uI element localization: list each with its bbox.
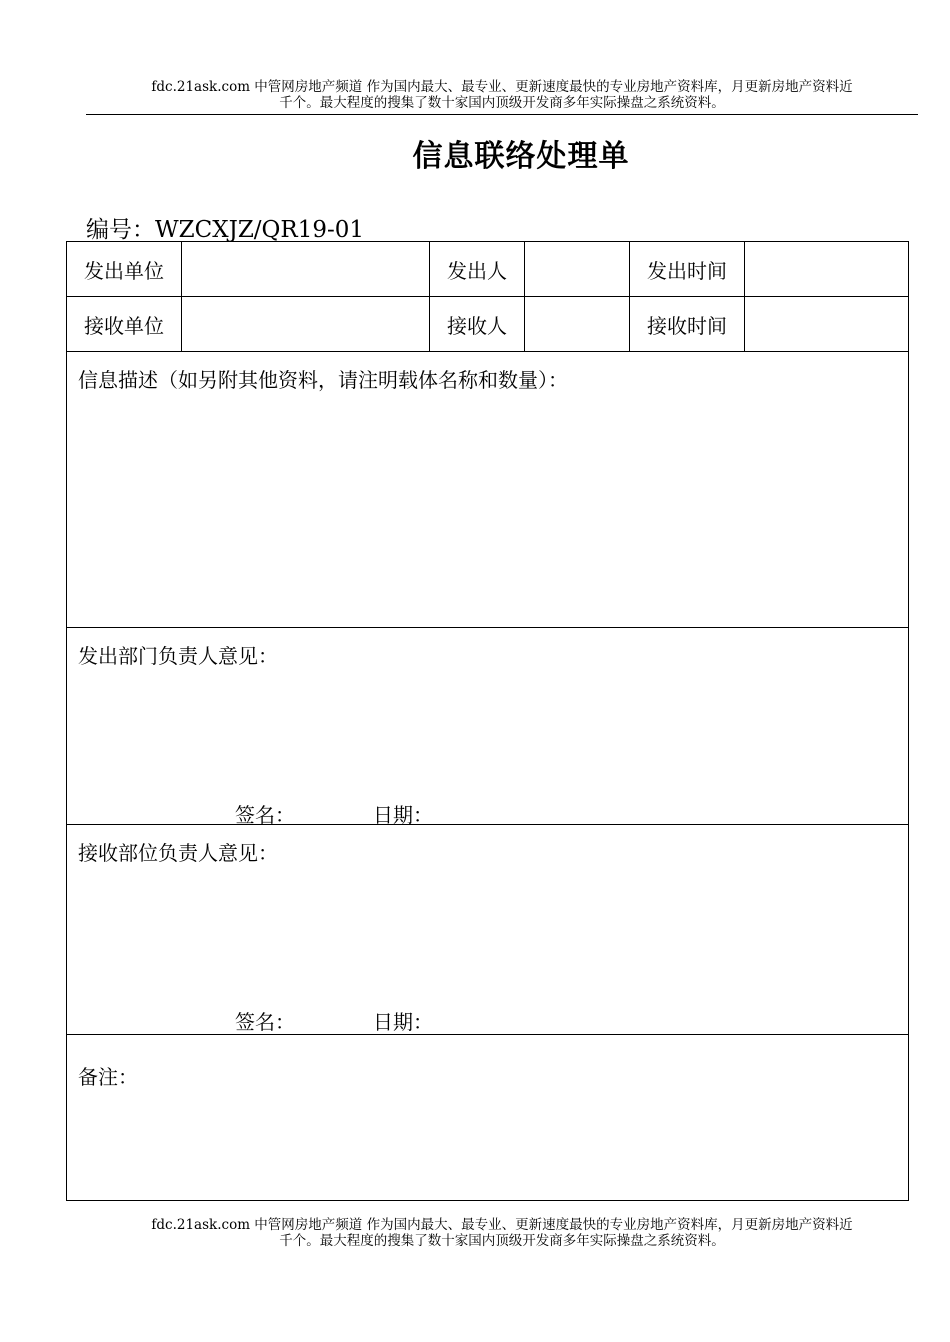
- sender-date-label: 日期：: [373, 803, 433, 827]
- header-divider: [86, 114, 918, 115]
- sender-unit-field[interactable]: [182, 242, 430, 297]
- sender-signature-line: [67, 628, 908, 827]
- sender-unit-label: 发出单位: [67, 242, 182, 297]
- description-label: 信息描述（如另附其他资料，请注明载体名称和数量）：: [78, 368, 568, 392]
- page-footer: [86, 1217, 918, 1249]
- document-number: 编号：WZCXJZ/QR19-01: [86, 217, 365, 243]
- sender-row: [67, 242, 909, 297]
- header-line-1: fdc.21ask.com 中管网房地产频道 作为国内最大、最专业、更新速度最快的专业房地产资料库，月更新房地产资料近: [151, 79, 853, 95]
- receiver-unit-label: 接收单位: [67, 297, 182, 352]
- description-field[interactable]: [67, 352, 909, 628]
- sender-signature-label: 签名：: [235, 803, 295, 827]
- footer-line-2: 千个。最大程度的搜集了数十家国内顶级开发商多年实际操盘之系统资料。: [279, 1233, 725, 1249]
- sender-person-label: 发出人: [430, 242, 525, 297]
- receiver-opinion-field[interactable]: [67, 825, 909, 1035]
- remarks-field[interactable]: [67, 1035, 909, 1201]
- receiver-person-label: 接收人: [430, 297, 525, 352]
- receiver-opinion-label: 接收部位负责人意见：: [78, 841, 278, 865]
- page-title: 信息联络处理单: [412, 139, 630, 174]
- sender-person-field[interactable]: [525, 242, 630, 297]
- header-line-2: 千个。最大程度的搜集了数十家国内顶级开发商多年实际操盘之系统资料。: [279, 95, 725, 111]
- sender-opinion-field[interactable]: [67, 628, 909, 825]
- receiver-signature-label: 签名：: [235, 1010, 295, 1034]
- receiver-unit-field[interactable]: [182, 297, 430, 352]
- receiver-date-label: 日期：: [373, 1010, 433, 1034]
- page-header: [86, 79, 918, 111]
- send-time-field[interactable]: [745, 242, 909, 297]
- remarks-label: 备注：: [78, 1065, 138, 1089]
- sender-opinion-label: 发出部门负责人意见：: [78, 644, 278, 668]
- info-contact-form: [66, 241, 909, 1201]
- receiver-signature-line: [67, 825, 908, 1034]
- receiver-opinion-row: [67, 825, 909, 1035]
- footer-line-1: fdc.21ask.com 中管网房地产频道 作为国内最大、最专业、更新速度最快的专业房地产资料库，月更新房地产资料近: [151, 1217, 853, 1233]
- description-row: [67, 352, 909, 628]
- receive-time-label: 接收时间: [630, 297, 745, 352]
- remarks-row: [67, 1035, 909, 1201]
- send-time-label: 发出时间: [630, 242, 745, 297]
- sender-opinion-row: [67, 628, 909, 825]
- receiver-person-field[interactable]: [525, 297, 630, 352]
- receive-time-field[interactable]: [745, 297, 909, 352]
- receiver-row: [67, 297, 909, 352]
